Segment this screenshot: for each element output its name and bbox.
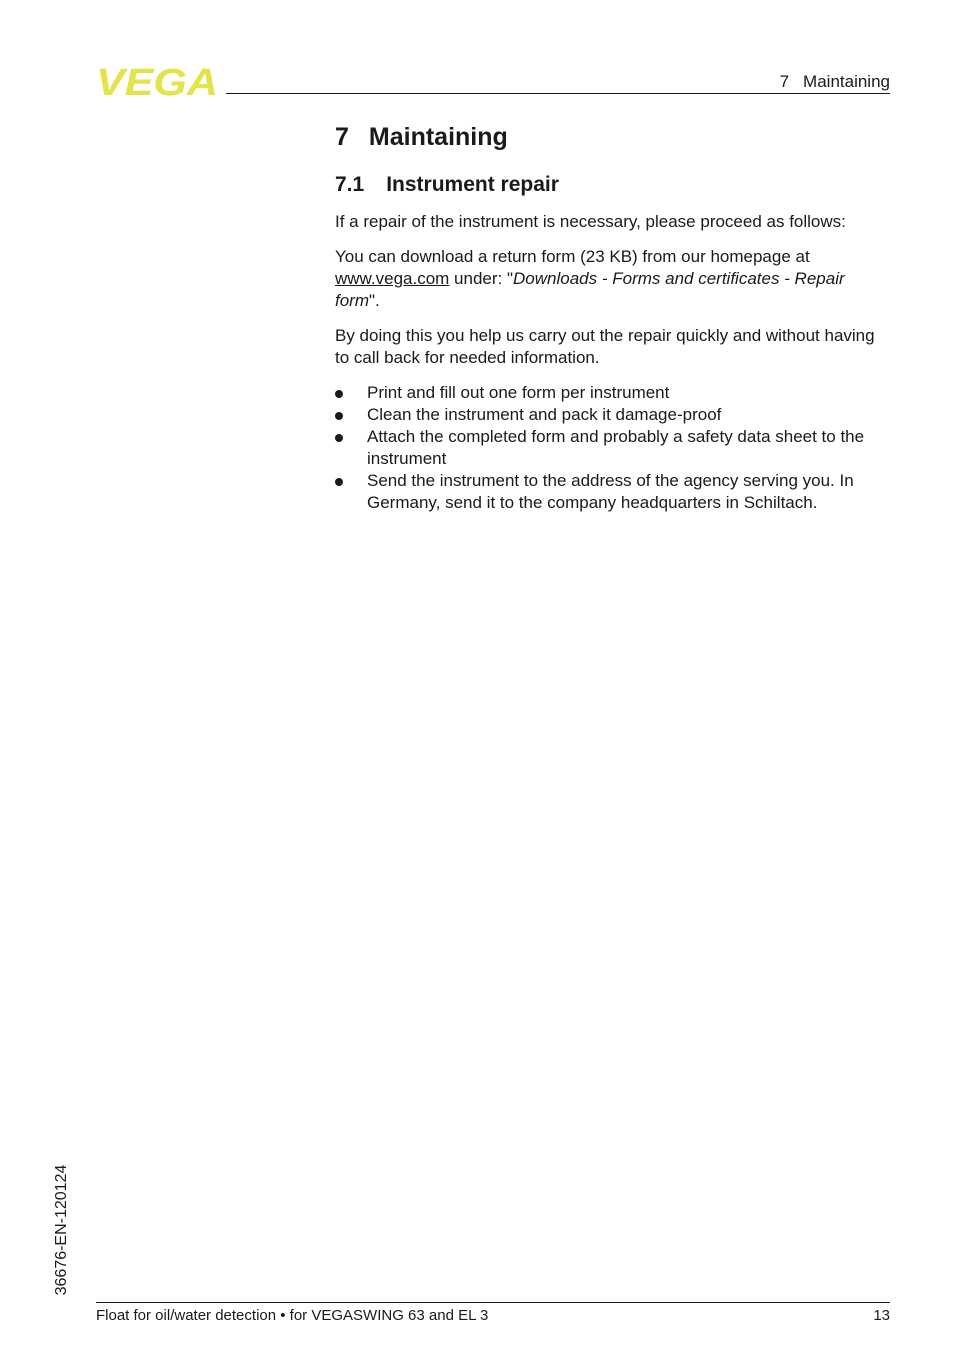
page-number: 13: [873, 1307, 890, 1324]
running-header: [780, 72, 890, 92]
bullet-icon: [335, 434, 343, 442]
vega-logo-text: VEGA: [96, 64, 218, 98]
subsection-title: Instrument repair: [386, 173, 559, 196]
bullet-icon: [335, 478, 343, 486]
bullet-icon: [335, 412, 343, 420]
download-text-end: ".: [369, 291, 380, 310]
main-content: [335, 120, 891, 514]
help-paragraph: By doing this you help us carry out the repair quickly and without having to call back for needed information.: [335, 326, 875, 367]
running-header-title: Maintaining: [803, 72, 890, 91]
download-text-mid: under: ": [449, 269, 514, 288]
download-text-start: You can download a return form (23 KB) from our homepage at: [335, 247, 810, 266]
section-number: 7: [335, 123, 349, 151]
list-item: [335, 426, 891, 470]
document-code: 36676-EN-120124: [53, 1164, 70, 1296]
section-title: Maintaining: [368, 123, 508, 151]
homepage-link[interactable]: www.vega.com: [335, 269, 450, 288]
list-item-text: Clean the instrument and pack it damage-proof: [367, 405, 722, 424]
list-item: [335, 382, 891, 404]
footer-title: Float for oil/water detection • for VEGASWING 63 and EL 3: [96, 1307, 489, 1324]
subsection-heading: [335, 171, 891, 199]
list-item-text: Send the instrument to the address of the agency serving you. In Germany, send it to the company headquarters in Schiltach.: [367, 471, 854, 512]
download-path: Downloads - Forms and certificates - Repair form: [335, 269, 845, 310]
list-item-text: Print and fill out one form per instrument: [367, 383, 670, 402]
list-item-text: Attach the completed form and probably a safety data sheet to the instrument: [367, 427, 865, 468]
header-divider: [226, 93, 890, 94]
download-paragraph: [335, 246, 891, 312]
intro-paragraph: If a repair of the instrument is necessary, please proceed as follows:: [335, 212, 846, 231]
repair-steps-list: [335, 382, 891, 514]
bullet-icon: [335, 390, 343, 398]
running-header-number: 7: [779, 72, 790, 91]
section-heading: [335, 120, 891, 154]
footer-divider: [96, 1302, 890, 1303]
subsection-number: 7.1: [335, 173, 365, 196]
vega-logo: [96, 64, 220, 98]
list-item: [335, 470, 891, 514]
list-item: [335, 404, 891, 426]
